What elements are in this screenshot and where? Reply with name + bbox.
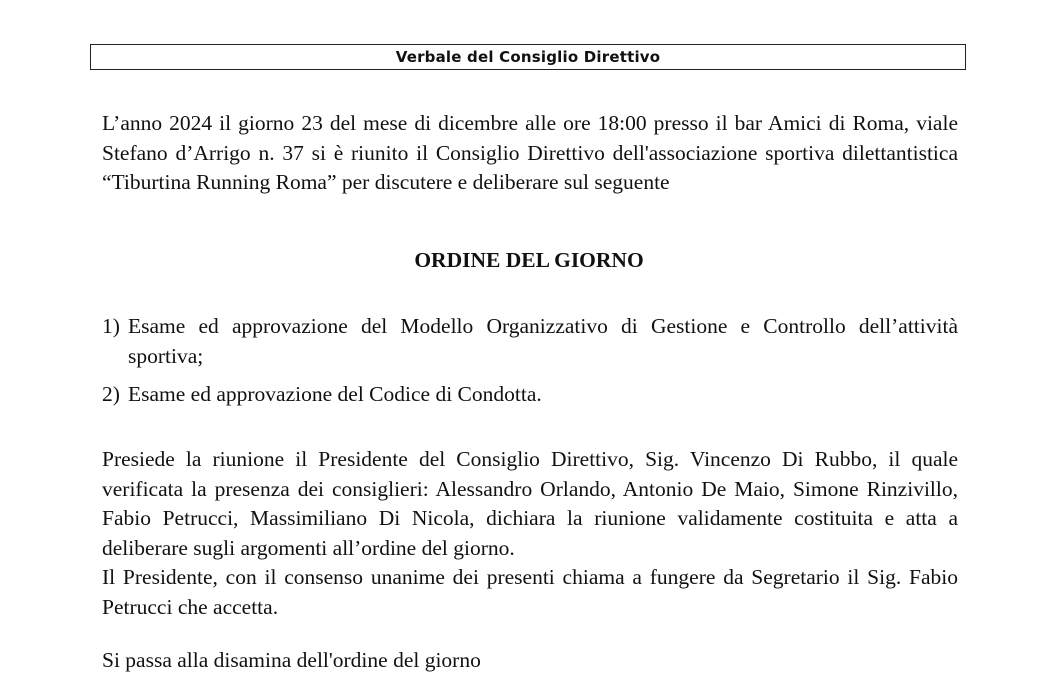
agenda-item-number: 1) xyxy=(102,314,120,338)
secretary-paragraph: Il Presidente, con il consenso unanime dei presenti chiama a fungere da Segretario il Sig. Fabio Petrucci che accetta. xyxy=(102,565,958,619)
agenda-heading: ORDINE DEL GIORNO xyxy=(414,248,644,272)
agenda-item xyxy=(102,312,958,371)
agenda-item-text: Esame ed approvazione del Codice di Condotta. xyxy=(128,382,542,406)
intro-paragraph: L’anno 2024 il giorno 23 del mese di dicembre alle ore 18:00 presso il bar Amici di Roma, viale Stefano d’Arrigo n. 37 si è riunito il Consiglio Direttivo dell'associazione sportiva dilettantistica “Tiburtina Running Roma” per discutere e deliberare sul seguente xyxy=(102,111,958,194)
agenda-item-number: 2) xyxy=(102,382,120,406)
document-title xyxy=(90,44,966,70)
closing-line: Si passa alla disamina dell'ordine del giorno xyxy=(102,648,481,672)
agenda-item-text: Esame ed approvazione del Modello Organizzativo di Gestione e Controllo dell’attività sportiva; xyxy=(128,314,958,368)
document-title-text: Verbale del Consiglio Direttivo xyxy=(395,48,661,66)
agenda-item xyxy=(102,380,958,410)
presidency-section xyxy=(102,445,958,622)
presidency-paragraph: Presiede la riunione il Presidente del Consiglio Direttivo, Sig. Vincenzo Di Rubbo, il quale verificata la presenza dei consiglieri: Alessandro Orlando, Antonio De Maio, Simone Rinzivillo, Fabio Petrucci, Massimiliano Di Nicola, dichiara la riunione validamente costituita e atta a deliberare sugli argomenti all’ordine del giorno. xyxy=(102,447,958,560)
